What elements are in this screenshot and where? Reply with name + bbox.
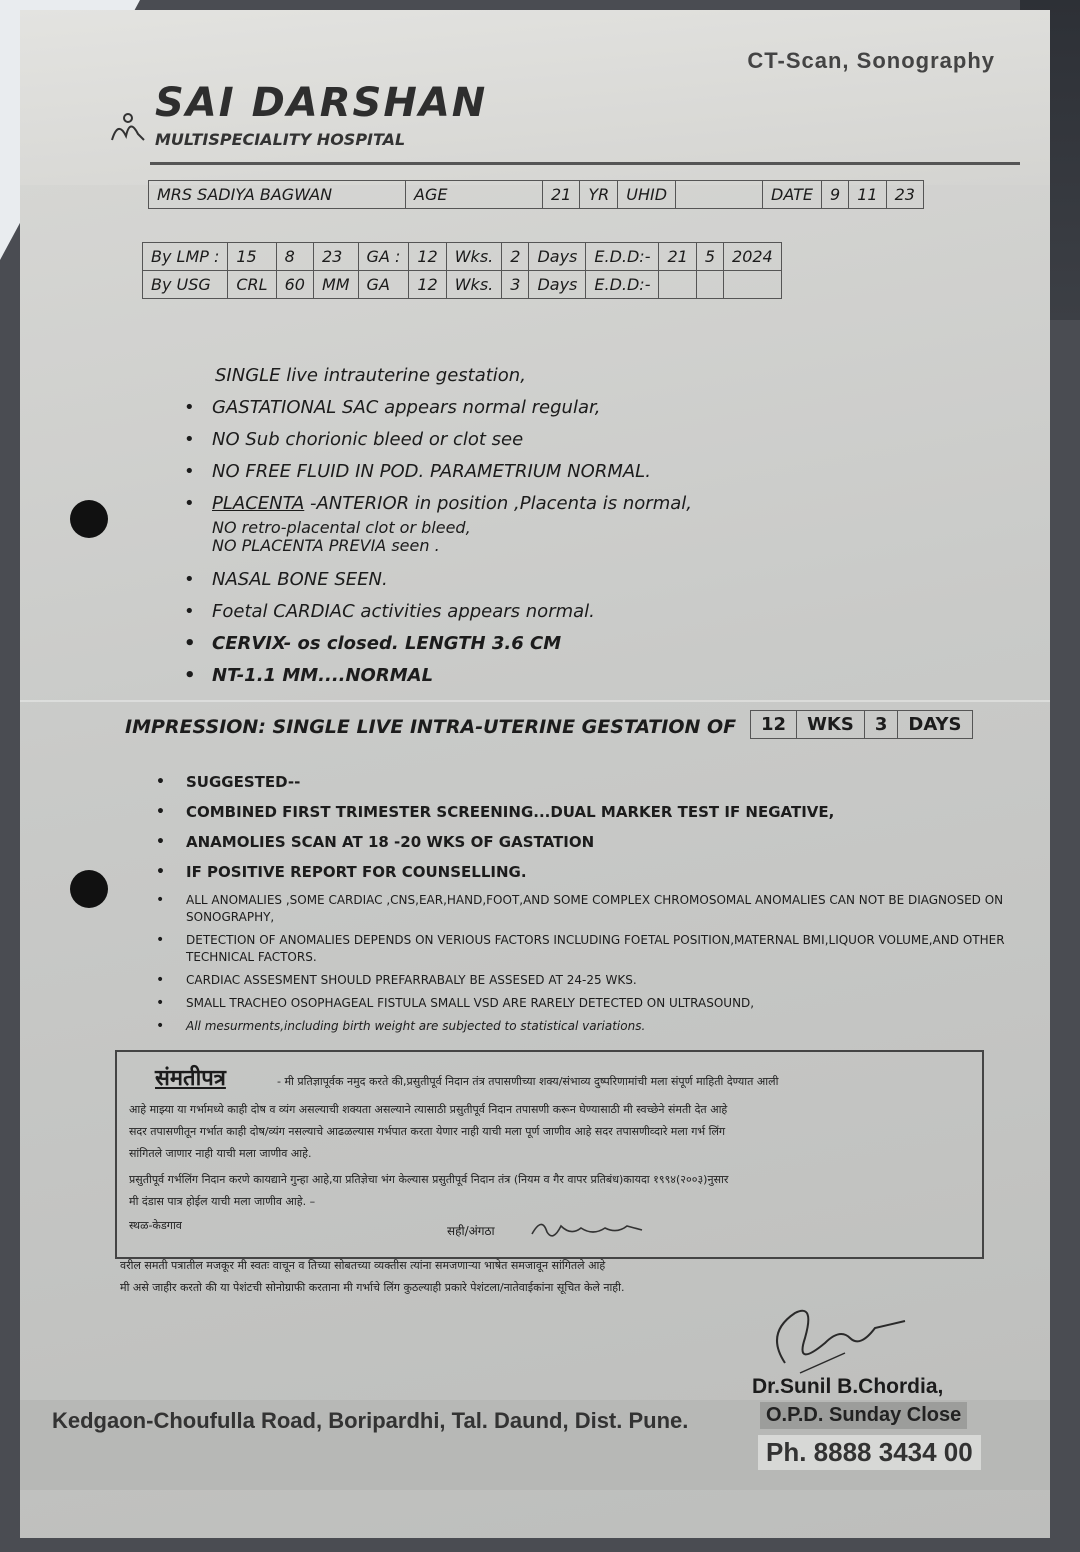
- bullet-icon: •: [184, 633, 196, 654]
- lmp-label: By LMP :: [143, 243, 228, 271]
- date-month: 11: [849, 181, 886, 209]
- consent-line: मी दंडास पात्र होईल याची मला जाणीव आहे. –: [129, 1195, 316, 1208]
- bullet-icon: •: [156, 972, 165, 988]
- patient-info-table: [148, 180, 924, 209]
- note-text: All mesurments,including birth weight are subjected to statistical variations.: [186, 1019, 646, 1033]
- impression-days-value: 3: [864, 711, 898, 739]
- consent-line: स्थळ-केडगाव: [129, 1219, 182, 1232]
- findings-intro: SINGLE live intrauterine gestation,: [215, 365, 526, 386]
- bullet-icon: •: [156, 864, 165, 880]
- lmp-ga-days: 2: [502, 243, 529, 271]
- list-item: [150, 832, 1010, 852]
- consent-form: [115, 1050, 984, 1259]
- findings-list: [180, 365, 880, 697]
- consent-line: सदर तपासणीतून गर्भात काही दोष/व्यंग नसल्याचे आढळल्यास गर्भपात करता येणार नाही याची मला पूर्ण जाणीव आहे सदर तपासणीव्दारे मला गर्भ लिंग: [129, 1125, 726, 1138]
- list-item: [150, 995, 1010, 1012]
- list-item: [180, 665, 880, 687]
- declaration-line: मी असे जाहीर करतो की या पेशंटची सोनोग्राफी करताना मी गर्भाचे लिंग कुठल्याही प्रकारे पेशंटला/नातेवाईकांना सूचित केले नाही.: [120, 1281, 625, 1294]
- list-item: [150, 1018, 1010, 1035]
- list-item: [150, 772, 1010, 792]
- crl-value: 60: [276, 271, 313, 299]
- list-item: [150, 802, 1010, 822]
- edd-day: 21: [659, 243, 696, 271]
- note-text: CARDIAC ASSESMENT SHOULD PREFARRABALY BE ASSESED AT 24-25 WKS.: [186, 973, 637, 987]
- lmp-ga-label: GA :: [358, 243, 409, 271]
- impression-text: IMPRESSION: SINGLE LIVE INTRA-UTERINE GESTATION OF: [125, 716, 737, 738]
- list-item: [150, 972, 1010, 989]
- date-year: 23: [886, 181, 923, 209]
- list-item: [180, 461, 880, 483]
- finding-text: GASTATIONAL SAC appears normal regular,: [212, 397, 601, 418]
- finding-text: NO Sub chorionic bleed or clot see: [212, 429, 524, 450]
- doctor-signature: [755, 1293, 915, 1383]
- date-day: 9: [822, 181, 849, 209]
- hospital-subtitle: MULTISPECIALITY HOSPITAL: [155, 130, 406, 149]
- list-item: [180, 429, 880, 451]
- bullet-icon: •: [156, 774, 165, 790]
- consent-line: सांगितले जाणार नाही याची मला जाणीव आहे.: [129, 1147, 312, 1160]
- note-text: ALL ANOMALIES ,SOME CARDIAC ,CNS,EAR,HAND,FOOT,AND SOME COMPLEX CHROMOSOMAL ANOMALIES CAN NOT BE DIAGNOSED ON SONOGRAPHY,: [186, 893, 1004, 924]
- placenta-sub-1: NO retro-placental clot or bleed,: [212, 518, 471, 537]
- impression-ga-table: [750, 710, 973, 739]
- lmp-wks-label: Wks.: [446, 243, 502, 271]
- bullet-icon: •: [156, 995, 165, 1011]
- age-unit: YR: [580, 181, 618, 209]
- list-item: [150, 892, 1010, 926]
- opd-note: O.P.D. Sunday Close: [760, 1402, 967, 1429]
- lmp-month: 8: [276, 243, 313, 271]
- suggested-text: SUGGESTED--: [186, 773, 301, 791]
- bullet-icon: •: [184, 665, 196, 686]
- list-item: [180, 601, 880, 623]
- phone-number: Ph. 8888 3434 00: [758, 1435, 981, 1470]
- patient-signature: [527, 1214, 647, 1244]
- lmp-edd-label: E.D.D:-: [586, 243, 659, 271]
- note-text: DETECTION OF ANOMALIES DEPENDS ON VERIOUS FACTORS INCLUDING FOETAL POSITION,MATERNAL BMI,LIQUOR VOLUME,AND OTHER TECHNICAL FACTORS.: [186, 933, 1005, 964]
- header-rule: [150, 162, 1020, 165]
- bullet-icon: •: [156, 804, 165, 820]
- date-label: DATE: [763, 181, 822, 209]
- suggested-text: IF POSITIVE REPORT FOR COUNSELLING.: [186, 863, 527, 881]
- lmp-days-label: Days: [529, 243, 586, 271]
- note-text: SMALL TRACHEO OSOPHAGEAL FISTULA SMALL VSD ARE RARELY DETECTED ON ULTRASOUND,: [186, 996, 755, 1010]
- usg-days-label: Days: [529, 271, 586, 299]
- placenta-sub-2: NO PLACENTA PREVIA seen .: [212, 536, 440, 555]
- suggested-text: ANAMOLIES SCAN AT 18 -20 WKS OF GASTATION: [186, 833, 595, 851]
- finding-text: CERVIX- os closed. LENGTH 3.6 CM: [212, 633, 562, 654]
- crl-label: CRL: [228, 271, 276, 299]
- services-text: CT-Scan, Sonography: [747, 48, 995, 73]
- hospital-name: SAI DARSHAN: [155, 80, 488, 126]
- consent-line: - मी प्रतिज्ञापूर्वक नमुद करते की,प्रसुतीपूर्व निदान तंत्र तपासणीच्या शक्य/संभाव्य दुष्परिणामांची मला संपूर्ण माहिती देण्यात आली: [277, 1075, 779, 1088]
- uhid-value: [676, 181, 763, 209]
- consent-title: संमतीपत्र: [155, 1066, 226, 1091]
- usg-ga-days: 3: [502, 271, 529, 299]
- lmp-row: [143, 243, 782, 271]
- usg-row: [143, 271, 782, 299]
- edd-year: 2024: [724, 243, 782, 271]
- bullet-icon: •: [184, 601, 195, 622]
- placenta-label: PLACENTA: [212, 493, 305, 514]
- bullet-icon: •: [156, 834, 165, 850]
- list-item: [150, 932, 1010, 966]
- consent-line: प्रसुतीपूर्व गर्भलिंग निदान करणे कायद्याने गुन्हा आहे,या प्रतिज्ञेचा भंग केल्यास प्रसुतीपूर्व निदान तंत्र (नियम व गैर वापर प्रतिबंध)कायदा १९९४(२००३)नुसार: [129, 1173, 729, 1186]
- suggested-list: [150, 772, 1010, 1041]
- bullet-icon: •: [156, 892, 165, 908]
- consent-line: आहे माझ्या या गर्भामध्ये काही दोष व व्यंग असल्याची शक्यता असल्याने त्यासाठी प्रसुतीपूर्व निदान तपासणी करून घेण्यासाठी मी स्वच्छेने संमती देत आहे: [129, 1103, 728, 1116]
- usg-wks-label: Wks.: [446, 271, 502, 299]
- report-sheet: [20, 10, 1050, 1538]
- list-item: [180, 397, 880, 419]
- bullet-icon: •: [156, 932, 165, 948]
- bullet-icon: •: [184, 461, 195, 482]
- age-label: AGE: [406, 181, 543, 209]
- list-item: [180, 569, 880, 591]
- patient-name: MRS SADIYA BAGWAN: [149, 181, 406, 209]
- usg-ga-wks: 12: [409, 271, 446, 299]
- bullet-icon: •: [156, 1018, 165, 1034]
- finding-text: Foetal CARDIAC activities appears normal.: [212, 601, 595, 622]
- hospital-address: Kedgaon-Choufulla Road, Boripardhi, Tal. Daund, Dist. Pune.: [52, 1408, 689, 1433]
- age-value: 21: [543, 181, 580, 209]
- finding-text: NASAL BONE SEEN.: [212, 569, 388, 590]
- usg-label: By USG: [143, 271, 228, 299]
- usg-edd-month: [696, 271, 723, 299]
- paper-fold: [20, 700, 1050, 702]
- list-item: [180, 493, 880, 515]
- list-item: [180, 633, 880, 655]
- signature-label: सही/अंगठा: [447, 1224, 495, 1238]
- impression-wks-value: 12: [751, 711, 797, 739]
- bullet-icon: •: [184, 397, 195, 418]
- hospital-logo-icon: [108, 110, 148, 150]
- suggested-text: COMBINED FIRST TRIMESTER SCREENING...DUAL MARKER TEST IF NEGATIVE,: [186, 803, 835, 821]
- doctor-name: Dr.Sunil B.Chordia,: [752, 1375, 944, 1398]
- bullet-icon: •: [184, 493, 195, 514]
- dating-table: [142, 242, 782, 299]
- punch-hole-icon: [70, 870, 108, 908]
- uhid-label: UHID: [618, 181, 676, 209]
- edd-month: 5: [696, 243, 723, 271]
- bullet-icon: •: [184, 429, 195, 450]
- usg-edd-year: [724, 271, 782, 299]
- bullet-icon: •: [184, 569, 195, 590]
- lmp-day: 15: [228, 243, 276, 271]
- lmp-ga-wks: 12: [409, 243, 446, 271]
- usg-ga-label: GA: [358, 271, 409, 299]
- lmp-year: 23: [313, 243, 358, 271]
- list-item: [150, 862, 1010, 882]
- punch-hole-icon: [70, 500, 108, 538]
- placenta-text: -ANTERIOR in position ,Placenta is normal,: [304, 493, 692, 514]
- finding-text: NO FREE FLUID IN POD. PARAMETRIUM NORMAL.: [212, 461, 651, 482]
- declaration-line: वरील समती पत्रातील मजकूर मी स्वतः वाचून व तिच्या सोबतच्या व्यक्तीस त्यांना समजणाऱ्या भाषेत समजावून सांगितले आहे: [120, 1259, 606, 1272]
- impression-wks-label: WKS: [797, 711, 865, 739]
- usg-edd-label: E.D.D:-: [586, 271, 659, 299]
- impression-days-label: DAYS: [898, 711, 972, 739]
- usg-edd-day: [659, 271, 696, 299]
- crl-unit: MM: [313, 271, 358, 299]
- finding-text: NT-1.1 MM....NORMAL: [212, 665, 434, 686]
